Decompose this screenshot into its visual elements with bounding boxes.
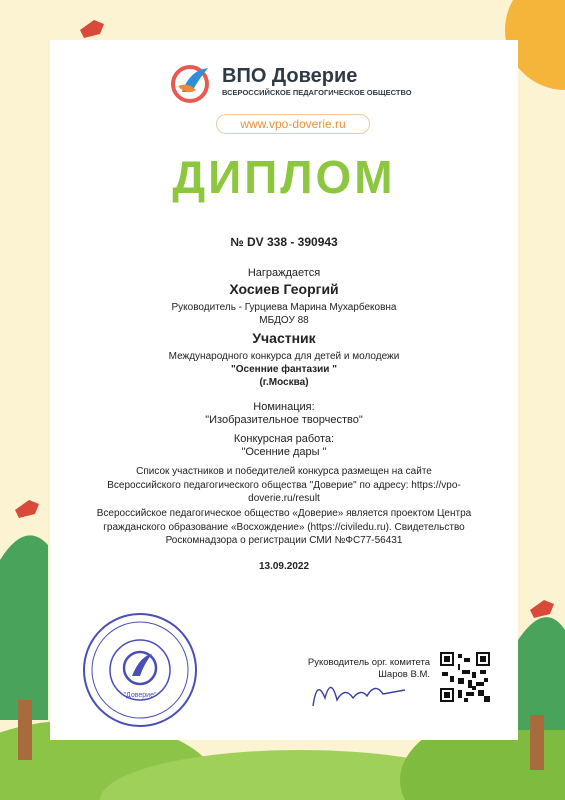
signature-name: Шаров В.М. [378,669,430,680]
qr-code[interactable] [440,652,490,702]
project-note-line: Роскомнадзора о регистрации СМИ №ФС77-56431 [165,535,403,546]
signature-label: Руководитель орг. комитета [307,657,430,668]
handwritten-signature [305,668,415,713]
supervisor: Руководитель - Гурциева Марина Мухарбековна [171,302,397,313]
list-note-line: doverie.ru/result [248,493,320,504]
awarded-label: Награждается [247,267,321,279]
contest-name: "Осенние фантазии " [231,364,337,375]
website-link[interactable]: www.vpo-doverie.ru [216,114,370,134]
logo-title: ВПО Доверие [222,65,358,87]
diploma-card [50,40,518,740]
stamp-label: "Доверие" [123,692,157,699]
vpo-logo-icon [168,62,216,106]
list-note [50,465,518,506]
project-note-line: Всероссийское педагогическое общество «Доверие» является проектом Центра [96,508,472,519]
diploma-title: ДИПЛОМ [172,151,396,203]
logo-subtitle: ВСЕРОССИЙСКОЕ ПЕДАГОГИЧЕСКОЕ ОБЩЕСТВО [222,88,412,97]
status: Участник [252,330,316,346]
contest-city: (г.Москва) [259,377,309,388]
project-note [50,507,518,548]
institution: МБДОУ 88 [259,315,309,326]
list-note-line: Всероссийского педагогического общества "Доверие" по адресу: https://vpo- [107,479,461,491]
recipient-name: Хосиев Георгий [229,281,339,297]
work-value: "Осенние дары " [241,446,327,458]
project-note-line: гражданского образование «Восхождение» (https://civiledu.ru). Свидетельство [103,521,465,533]
list-note-line: Список участников и победителей конкурса размещен на сайте [136,466,432,477]
issue-date: 13.09.2022 [258,561,310,572]
contest-line: Международного конкурса для детей и молодежи [168,351,400,362]
nomination-label: Номинация: [253,401,315,413]
work-label: Конкурсная работа: [233,433,335,445]
diploma-number: № DV 338 - 390943 [230,235,338,249]
nomination-value: "Изобразительное творчество" [205,414,363,426]
stamp-seal-icon [80,610,200,730]
